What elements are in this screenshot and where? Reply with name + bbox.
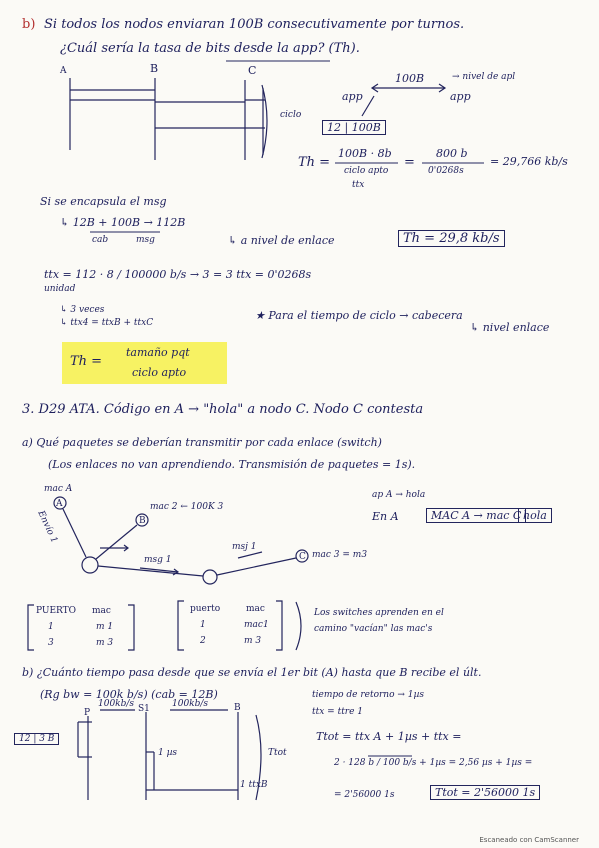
q3b-line1: b) ¿Cuánto tiempo pasa desde que se envía el 1er bit (A) hasta que B recibe el últ.	[22, 666, 482, 679]
label-s1: S1	[138, 704, 150, 714]
label-b: B	[234, 703, 241, 713]
th-result: = 29,766 kb/s	[490, 155, 568, 168]
eq-line3: = 2'56000 1s	[334, 790, 395, 800]
q3b-note-prop: tiempo de retorno → 1µs	[312, 690, 424, 700]
small-frame-box: 12 | 3 B	[14, 733, 59, 745]
table2-r2-port: 2	[200, 636, 206, 646]
th-numerator-2: 800 b	[436, 147, 468, 160]
label-p: P	[84, 708, 91, 718]
eq-line2: 2 · 128 b / 100 b/s + 1µs = 2,56 µs + 1µs =	[334, 758, 533, 768]
table1-r1-mac: m 1	[96, 622, 114, 632]
ttx-sum: ↳ ttx4 = ttxB + ttxC	[60, 318, 154, 328]
label-100k-1: 100kb/s	[98, 699, 135, 709]
q3b-line2: (Rg bw = 100k b/s) (cab = 12B)	[40, 688, 218, 701]
table2-header-port: puerto	[190, 604, 221, 614]
net-node-b: B	[139, 516, 146, 526]
switch-note-2: camino "vacían" las mac's	[314, 624, 433, 634]
en-a-label: En A	[372, 510, 399, 523]
nivel-apl: → nivel de apl	[452, 72, 516, 82]
nivel-enlace: ↳ a nivel de enlace	[228, 234, 335, 247]
table1-r2-port: 3	[48, 638, 54, 648]
th-denominator: ciclo apto	[344, 166, 389, 176]
scanner-footer: Escaneado con CamScanner	[479, 836, 579, 844]
frame-mac-box: MAC A → mac C	[426, 508, 526, 523]
app-right: app	[450, 90, 471, 103]
encap-msg: msg	[136, 235, 155, 245]
hl-denominator: ciclo apto	[132, 366, 187, 379]
equals-1: =	[404, 155, 415, 170]
highlight-formula	[62, 342, 227, 384]
table2-r1-port: 1	[200, 620, 206, 630]
q3a-line2: (Los enlaces no van aprendiendo. Transmisión de paquetes = 1s).	[48, 458, 416, 471]
veces-line: ↳ 3 veces	[60, 305, 105, 315]
frame-data-box: hola	[518, 508, 552, 523]
frame-box: 12 | 100B	[322, 120, 386, 135]
result-box-th: Th = 29,8 kb/s	[398, 230, 505, 247]
node-label-b: B	[150, 62, 159, 75]
switch-note-1: Los switches aprenden en el	[314, 608, 444, 618]
cycle-note: ★ Para el tiempo de ciclo → cabecera	[255, 309, 463, 322]
label-ttxb: 1 ttxB	[240, 780, 268, 790]
table2-r2-mac: m 3	[244, 636, 262, 646]
net-mac-c: mac 3 = m3	[312, 550, 368, 560]
app-arrow-label: 100B	[395, 72, 425, 85]
app-hola: ap A → hola	[372, 490, 426, 500]
table1-r1-port: 1	[48, 622, 54, 632]
th-denominator-ttx: ttx	[352, 180, 365, 190]
net-node-a: A	[56, 499, 63, 509]
table1-header-mac: mac	[92, 606, 111, 616]
label-1us: 1 µs	[158, 748, 178, 758]
encap-cab: cab	[92, 235, 109, 245]
th-lhs: Th =	[298, 155, 331, 170]
node-label-c: C	[248, 64, 257, 77]
net-mac-b: mac 2 ← 100K 3	[150, 502, 224, 512]
part-marker-b: b)	[22, 17, 36, 32]
cycle-note-2: ↳ nivel enlace	[470, 321, 550, 334]
app-arrow	[362, 84, 445, 116]
hl-lhs: Th =	[70, 354, 103, 369]
net-envio-label: Envío 1	[35, 509, 59, 545]
table2-r1-mac: mac1	[244, 620, 269, 630]
question-b-line1: Si todos los nodos enviaran 100B consecutivamente por turnos.	[44, 17, 465, 32]
question-b-line2: ¿Cuál sería la tasa de bits desde la app? (Th).	[60, 41, 360, 56]
encap-sum: ↳ 12B + 100B → 112B	[60, 216, 186, 229]
eq-line1: Ttot = ttx A + 1µs + ttx =	[316, 730, 462, 743]
encap-line: Si se encapsula el msg	[40, 195, 167, 208]
table1-header-port: PUERTO	[36, 606, 77, 616]
q3-title: 3. D29 ATA. Código en A → "hola" a nodo C. Nodo C contesta	[22, 402, 424, 417]
label-100k-2: 100kb/s	[172, 699, 209, 709]
q3b-ttx-eq: ttx = ttre 1	[312, 707, 364, 717]
cycle-label: ciclo	[280, 110, 302, 120]
net-msj-label: msj 1	[232, 542, 257, 552]
result-box-ttot: Ttot = 2'56000 1s	[430, 785, 540, 800]
unidad-label: unidad	[44, 284, 76, 294]
q3a-line1: a) Qué paquetes se deberían transmitir por cada enlace (switch)	[22, 436, 382, 449]
net-mac-a: mac A	[44, 484, 73, 494]
net-msg-label: msg 1	[144, 555, 172, 565]
table1-r2-mac: m 3	[96, 638, 114, 648]
th-numerator: 100B · 8b	[338, 147, 392, 160]
node-label-a: A	[60, 66, 67, 76]
th-denominator-2: 0'0268s	[428, 166, 464, 176]
label-ttot: Ttot	[268, 748, 287, 758]
table2-header-mac: mac	[246, 604, 265, 614]
ttx-line: ttx = 112 · 8 / 100000 b/s → 3 = 3 ttx = 0'0268s	[44, 268, 312, 281]
cycle-timing-diagram	[70, 78, 267, 160]
net-node-c: C	[299, 552, 306, 562]
app-left: app	[342, 90, 363, 103]
hl-numerator: tamaño pqt	[126, 346, 190, 359]
